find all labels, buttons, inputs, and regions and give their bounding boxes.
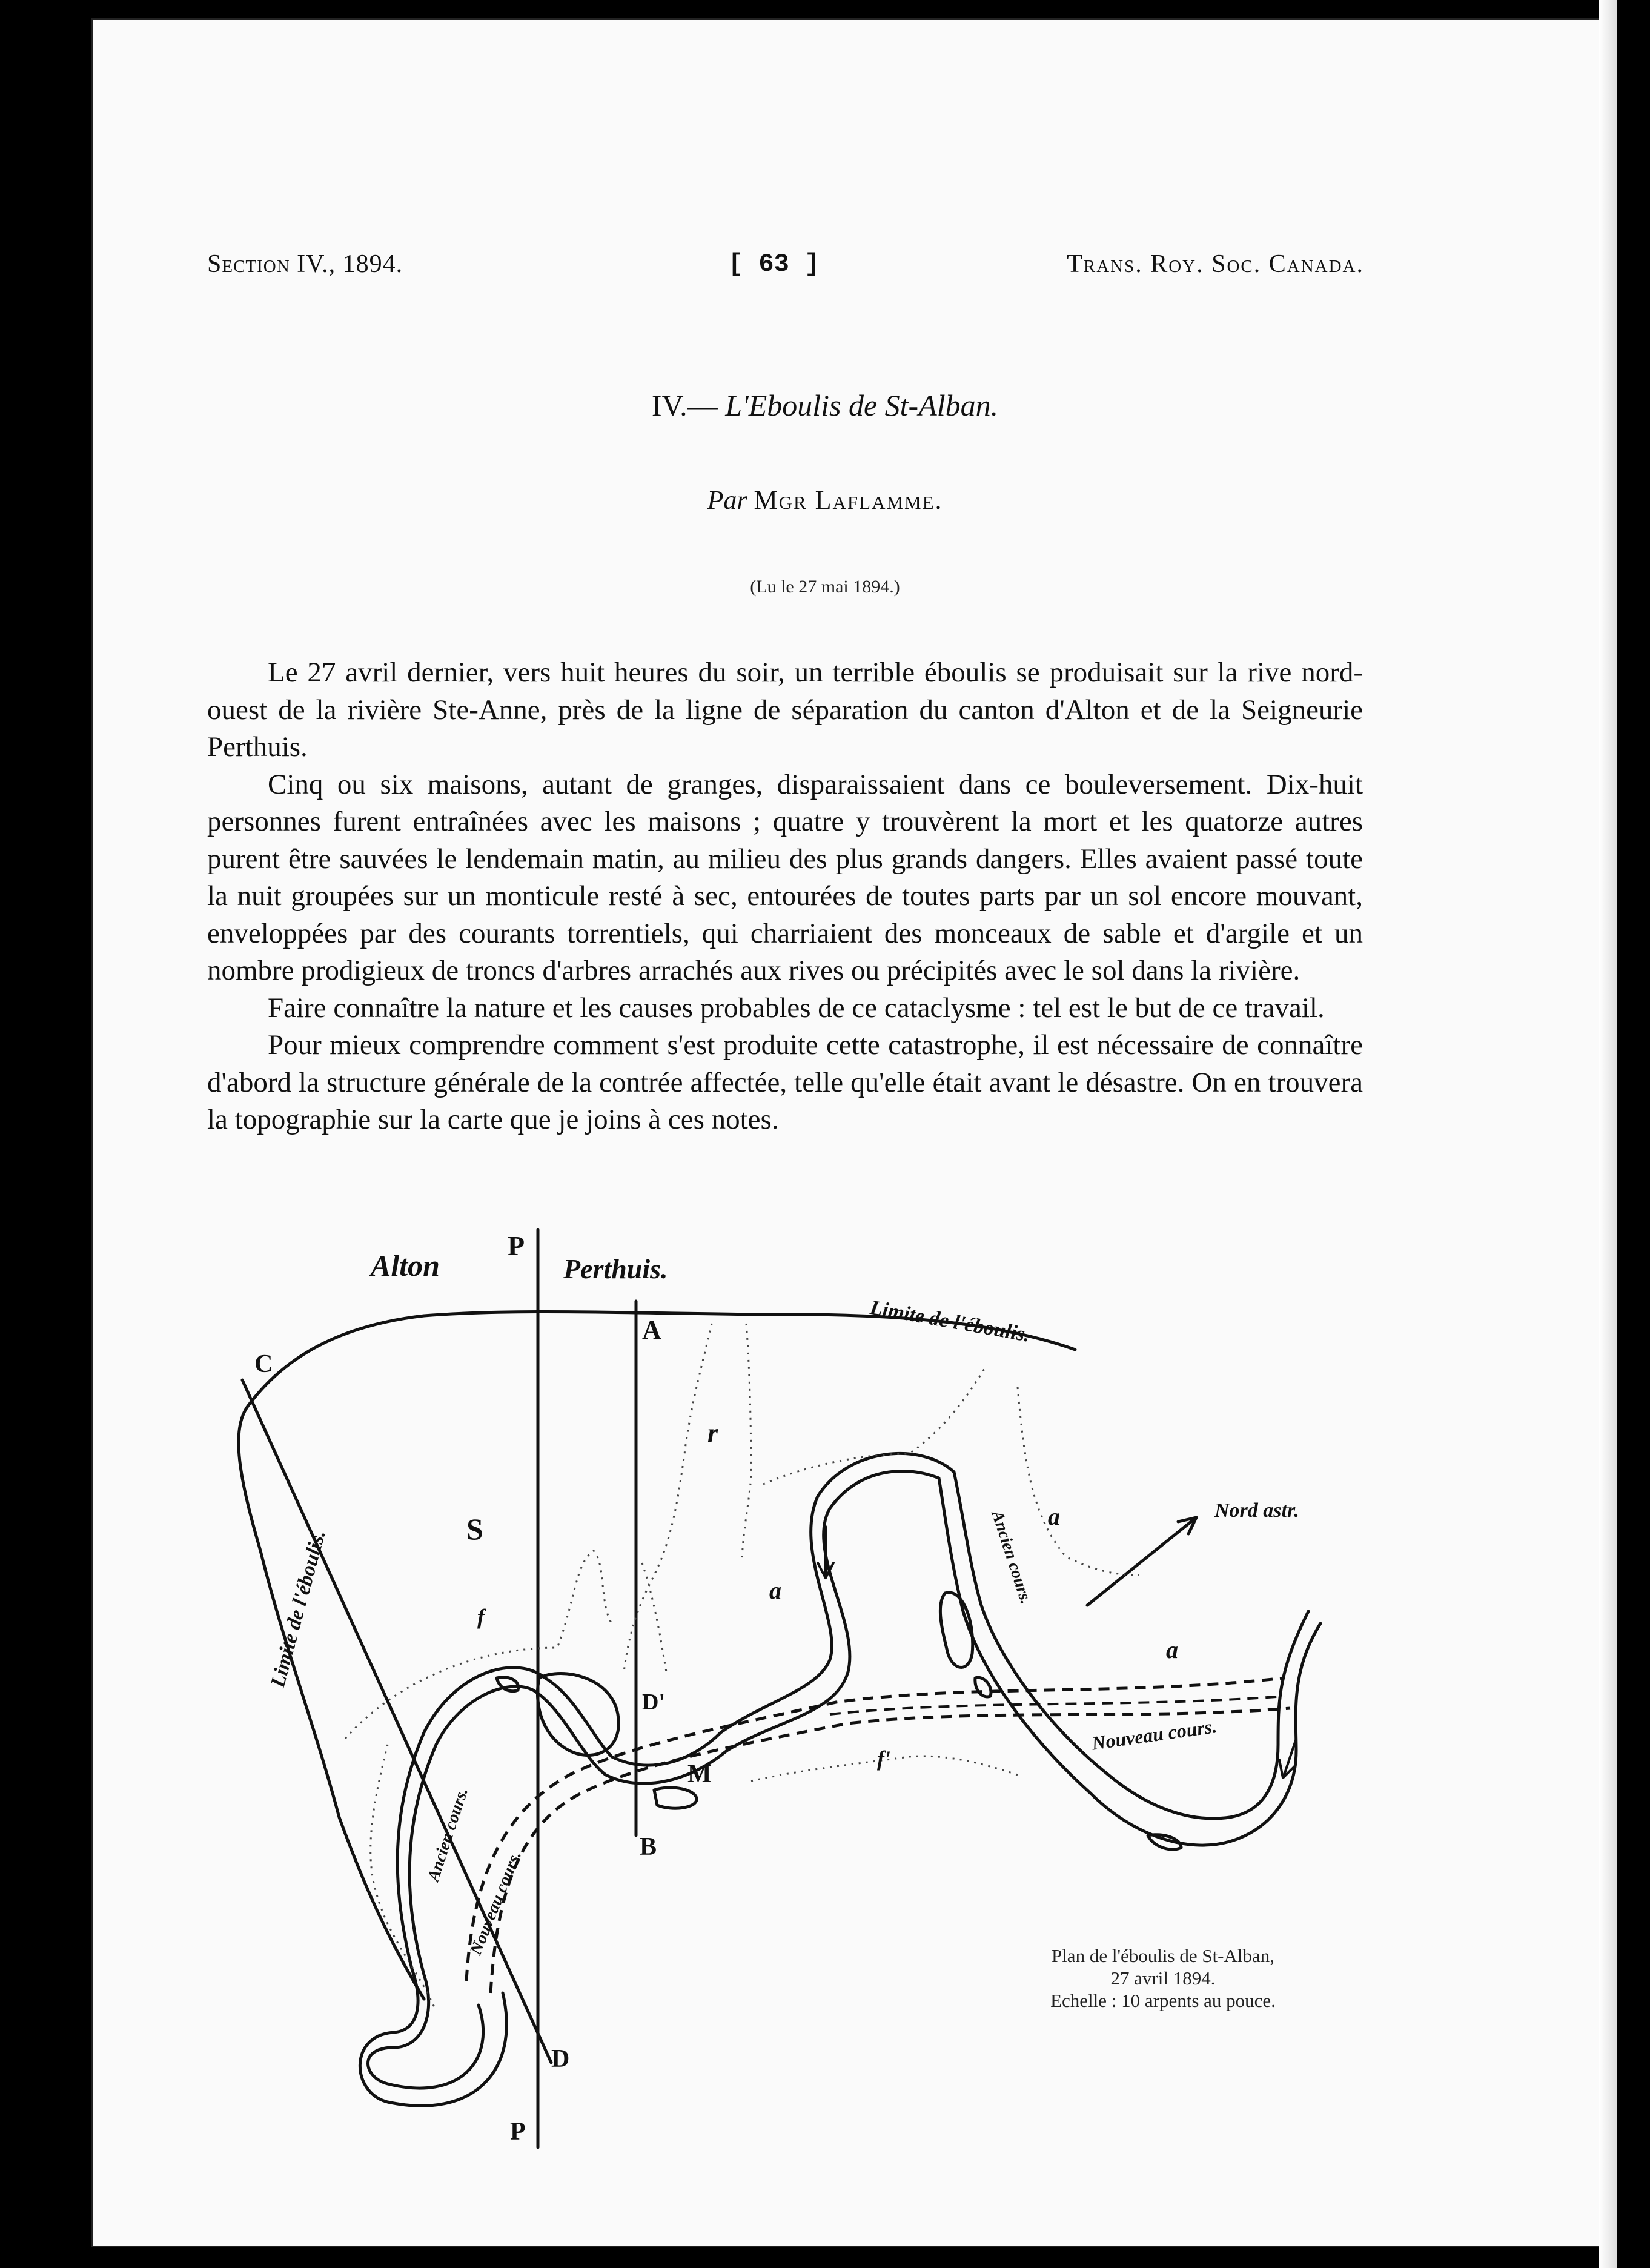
- label-d: D: [551, 2045, 570, 2073]
- label-limite-top: Limite de l'éboulis.: [868, 1296, 1032, 1347]
- label-alton: Alton: [371, 1248, 440, 1282]
- label-ancien-cours-left: Ancien cours.: [424, 1785, 472, 1884]
- label-a: A: [642, 1315, 661, 1345]
- dotted-f-upper: [345, 1551, 612, 1739]
- label-b: B: [640, 1833, 657, 1861]
- label-a-zone-1: a: [769, 1577, 781, 1604]
- label-p-top: P: [508, 1230, 525, 1261]
- label-s: S: [466, 1512, 483, 1546]
- label-c: C: [254, 1350, 273, 1378]
- label-nouveau-cours-left: Nouveau cours.: [466, 1848, 525, 1958]
- island-3: [654, 1788, 697, 1808]
- author-prefix: Par: [707, 485, 747, 515]
- right-channel: [1230, 1611, 1320, 1842]
- read-date: (Lu le 27 mai 1894.): [750, 577, 900, 597]
- caption-line: 27 avril 1894.: [1110, 1968, 1216, 1989]
- line-c-d: [242, 1380, 551, 2063]
- dotted-r-right: [742, 1324, 751, 1563]
- label-f: f: [477, 1605, 485, 1629]
- title-number: IV.—: [651, 388, 718, 422]
- header-section: Section IV., 1894.: [207, 250, 403, 278]
- author-name: Mgr Laflamme.: [754, 485, 943, 515]
- label-nouveau-cours-right: Nouveau cours.: [1090, 1715, 1219, 1754]
- north-arrow: [1087, 1517, 1196, 1605]
- label-d-prime: D': [642, 1689, 665, 1715]
- paragraph: Faire connaître la nature et les causes probables de ce cataclysme : tel est le but de ce travail.: [268, 992, 1325, 1024]
- label-perthuis: Perthuis.: [563, 1253, 668, 1284]
- label-limite-left: Limite de l'éboulis.: [267, 1527, 330, 1690]
- label-f-prime: f': [877, 1746, 890, 1771]
- label-r: r: [707, 1418, 718, 1448]
- figure-caption: [1006, 1945, 1320, 2012]
- paragraph: Le 27 avril dernier, vers huit heures du soir, un terrible éboulis se produisait sur la rive nord-ouest de la rivière Ste-Anne, près de la ligne de séparation du canton d'Alton et de la Seigneurie Perthuis.: [207, 657, 1363, 763]
- island-2: [940, 1593, 972, 1668]
- label-a-zone-3: a: [1166, 1636, 1178, 1663]
- caption-line: Plan de l'éboulis de St-Alban,: [1051, 1945, 1275, 1966]
- caption-line: Echelle : 10 arpents au pouce.: [1050, 1990, 1276, 2011]
- dotted-a-zone: [763, 1369, 1139, 1575]
- title-text: L'Eboulis de St-Alban.: [725, 388, 999, 422]
- page-number: [ 63 ]: [728, 250, 820, 279]
- label-ancien-cours-right: Ancien cours.: [987, 1508, 1036, 1606]
- label-a-zone-2: a: [1048, 1503, 1060, 1530]
- river-arrow-left: [818, 1527, 833, 1578]
- label-p-bottom: P: [510, 2118, 526, 2146]
- label-m: M: [688, 1760, 712, 1788]
- header-journal: Trans. Roy. Soc. Canada.: [1067, 250, 1364, 278]
- label-nord: Nord astr.: [1214, 1499, 1299, 1522]
- island-6: [975, 1677, 991, 1697]
- dotted-s-inner: [642, 1563, 666, 1672]
- paragraph: Cinq ou six maisons, autant de granges, disparaissaient dans ce bouleversement. Dix-huit personnes furent entraînées avec les maisons ; quatre y trouvèrent la mort et les quatorze autres purent être sauvées le lendemain matin, au milieu des plus grands dangers. Elles avaient passé toute la nuit groupées sur un monticule resté à sec, entourées de toutes parts par un sol encore mouvant, enveloppées par des courants torrentiels, qui charriaient des monceaux de sable et d'argile et un nombre prodigieux de troncs d'arbres arrachés aux rives ou précipités avec le sol dans la rivière.: [207, 768, 1363, 986]
- paragraph: Pour mieux comprendre comment s'est produite cette catastrophe, il est nécessaire de connaître d'abord la structure générale de la contrée affectée, telle qu'elle était avant le désastre. On en trouvera la topographie sur la carte que je joins à ces notes.: [207, 1029, 1363, 1135]
